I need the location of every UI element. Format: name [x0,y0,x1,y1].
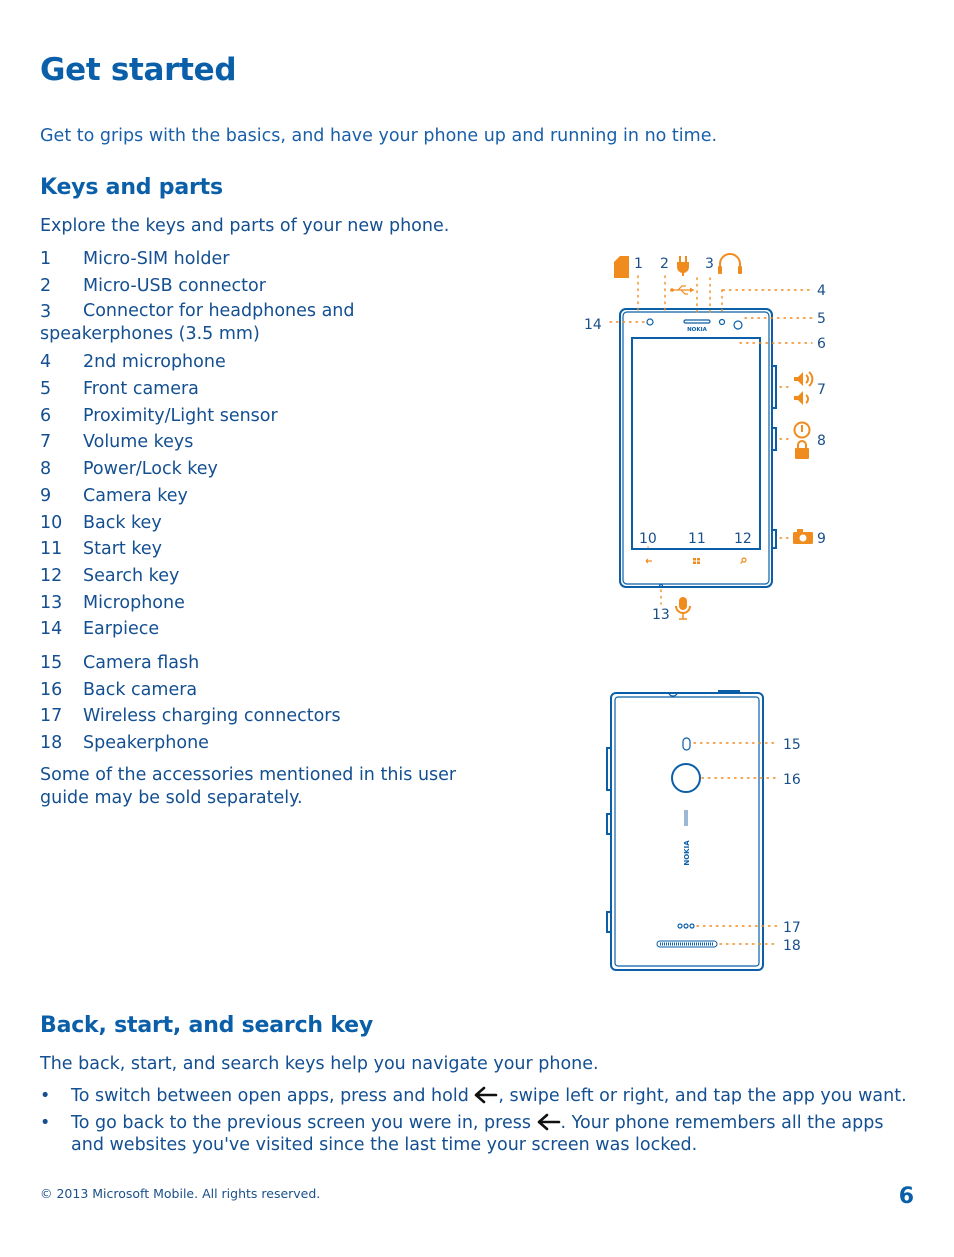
back-arrow-icon [474,1086,498,1104]
part-number: 18 [40,733,63,753]
diagram-label: 4 [817,283,826,299]
part-label: Search key [83,565,180,586]
part-label: Camera flash [83,652,200,673]
camera-icon [793,529,813,544]
part-number: 11 [40,539,63,560]
volume-icon [794,372,812,405]
bullet-text-before: To switch between open apps, press and hold [71,1086,475,1106]
start-key-icon [693,558,700,564]
part-label: Camera key [83,485,188,506]
diagram-label: 15 [783,737,801,753]
part-number: 13 [40,592,63,613]
usb-charger-icon [677,256,689,276]
back-key-icon [646,559,652,563]
part-label: Microphone [83,592,185,613]
part-number: 8 [40,459,52,480]
intro-text: Get to grips with the basics, and have your phone up and running in no time. [40,126,718,146]
part-number: 16 [40,679,63,700]
part-label: Front camera [83,379,199,400]
microphone-icon [676,597,690,619]
diagram-label: 6 [817,336,826,352]
keys-and-parts-description: Explore the keys and parts of your new phone. [40,216,450,236]
part-number: 5 [40,379,52,400]
nav-keys-description: The back, start, and search keys help you navigate your phone. [40,1054,599,1074]
front-phone [584,254,826,623]
back-brand-text: NOKIA [683,840,691,866]
diagram-label: 10 [639,531,657,547]
diagram-label: 11 [688,531,706,547]
part-number: 9 [40,485,52,506]
part-label: Back camera [83,679,198,700]
part-number: 17 [40,706,63,727]
part-number: 14 [40,619,63,640]
part-number: 2 [40,275,52,296]
nav-keys-bullets [40,1085,920,1161]
part-label: Back key [83,512,162,533]
diagram-label: 1 [634,256,643,272]
part-number: 10 [40,512,63,533]
diagram-label: 3 [705,256,714,272]
bullet-text-before: To go back to the previous screen you were in, press [71,1113,537,1133]
diagram-label: 18 [783,938,801,954]
part-label: Volume keys [83,432,194,453]
part-label: Earpiece [83,619,160,640]
page-number: 6 [898,1184,914,1209]
part-number: 15 [40,652,63,673]
part-number: 4 [40,352,52,373]
power-icon [795,423,810,438]
keys-and-parts-heading: Keys and parts [40,175,223,200]
part-label: Power/Lock key [83,459,218,480]
diagram-label: 17 [783,920,801,936]
part-number: 3 [40,302,52,323]
part-label: 2nd microphone [83,352,226,373]
lock-icon [795,441,809,459]
sim-icon [614,256,629,278]
part-label: Micro-SIM holder [83,249,230,269]
copyright-footer: © 2013 Microsoft Mobile. All rights reserved. [40,1186,321,1201]
usb-symbol-icon [670,286,694,294]
part-number: 7 [40,432,52,453]
bullet-text-after: , swipe left or right, and tap the app you want. [498,1086,907,1106]
diagram-label: 13 [652,607,670,623]
bullet-item: • To go back to the previous screen you were in, press . Your phone remembers all the apps and websites you've visited since the last time your screen was locked. [40,1113,884,1155]
search-key-icon [741,558,747,564]
part-number: 6 [40,405,52,426]
diagram-label: 7 [817,382,826,398]
speaker-grille [657,941,717,947]
bullet-text-after: . Your phone remembers all the apps and websites you've visited since the last time your screen was locked. [71,1113,884,1155]
diagram-label: 14 [584,317,602,333]
diagram-label: 12 [734,531,752,547]
accessories-note: Some of the accessories mentioned in this user guide may be sold separately. [40,765,457,808]
diagram-label: 5 [817,311,826,327]
part-label: Proximity/Light sensor [83,405,278,426]
part-number: 12 [40,565,63,586]
part-label: Connector for headphones and speakerphones (3.5 mm) [40,301,355,345]
nav-keys-heading: Back, start, and search key [40,1013,374,1038]
part-label: Wireless charging connectors [83,706,341,727]
front-brand-text: NOKIA [687,327,707,333]
page-title: Get started [40,52,237,88]
back-arrow-icon [537,1113,561,1131]
diagram-label: 9 [817,531,826,547]
part-number: 1 [40,249,52,269]
headphones-icon [718,254,742,274]
bullet-item: • To switch between open apps, press and hold , swipe left or right, and tap the app you want. [40,1086,907,1106]
part-label: Micro-USB connector [83,275,266,296]
diagram-label: 2 [660,256,669,272]
diagram-label: 16 [783,772,801,788]
part-label: Start key [83,539,162,560]
diagram-label: 8 [817,433,826,449]
back-phone [607,691,801,970]
part-label: Speakerphone [83,733,209,753]
